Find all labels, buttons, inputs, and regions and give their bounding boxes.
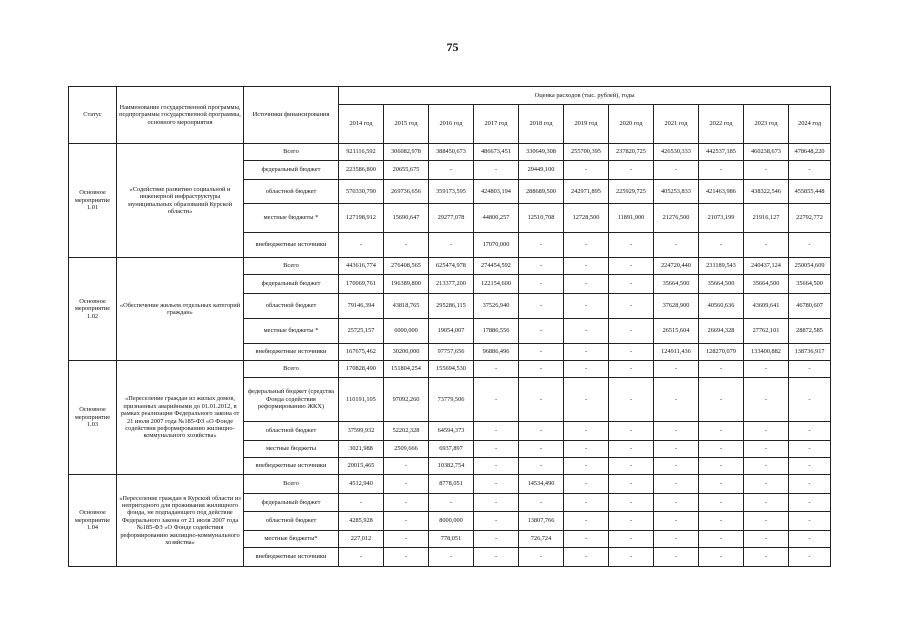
value-cell: 44800,257 (474, 204, 519, 233)
value-cell: - (654, 378, 699, 422)
value-cell: 443616,774 (339, 258, 384, 275)
value-cell: 12728,500 (564, 204, 609, 233)
value-cell: 52202,328 (384, 422, 429, 441)
value-cell: 13807,766 (519, 512, 564, 531)
value-cell: - (564, 422, 609, 441)
table-row (69, 144, 831, 161)
value-cell: 478648,220 (789, 144, 831, 161)
header-estimate: Оценка расходов (тыс. рублей), годы (339, 87, 831, 105)
value-cell: 35664,500 (744, 275, 789, 294)
value-cell: - (384, 494, 429, 512)
status-cell: Основное мероприятие 1.03 (69, 361, 117, 475)
value-cell: 26515,604 (654, 319, 699, 344)
value-cell: 2509,666 (384, 441, 429, 458)
status-cell: Основное мероприятие 1.02 (69, 258, 117, 361)
table-row (69, 361, 831, 378)
value-cell: 110191,105 (339, 378, 384, 422)
value-cell: - (699, 548, 744, 567)
value-cell: 122154,600 (474, 275, 519, 294)
value-cell: - (789, 161, 831, 180)
value-cell: - (744, 548, 789, 567)
value-cell: 124911,436 (654, 344, 699, 361)
funding-source-cell: внебюджетные источники (244, 344, 339, 361)
value-cell: 155694,530 (429, 361, 474, 378)
value-cell: - (699, 494, 744, 512)
value-cell: - (564, 494, 609, 512)
value-cell: - (609, 275, 654, 294)
value-cell: 10382,754 (429, 458, 474, 475)
value-cell: 6000,000 (384, 319, 429, 344)
value-cell: - (609, 422, 654, 441)
value-cell: 3021,988 (339, 441, 384, 458)
value-cell: - (654, 475, 699, 494)
value-cell: - (564, 475, 609, 494)
value-cell: - (789, 361, 831, 378)
funding-source-cell: местные бюджеты * (244, 204, 339, 233)
value-cell: 570330,790 (339, 180, 384, 204)
header-year: 2016 год (429, 105, 474, 144)
value-cell: 288689,500 (519, 180, 564, 204)
header-year: 2023 год (744, 105, 789, 144)
value-cell: 128270,079 (699, 344, 744, 361)
header-status: Статус (69, 87, 117, 144)
value-cell: 17070,000 (474, 233, 519, 258)
value-cell: - (609, 319, 654, 344)
value-cell: - (384, 512, 429, 531)
value-cell: 15690,647 (384, 204, 429, 233)
value-cell: - (474, 512, 519, 531)
value-cell: 21073,199 (699, 204, 744, 233)
value-cell: 8778,051 (429, 475, 474, 494)
value-cell: 20015,465 (339, 458, 384, 475)
value-cell: - (609, 548, 654, 567)
value-cell: 225929,725 (609, 180, 654, 204)
value-cell: 224720,440 (654, 258, 699, 275)
header-year: 2020 год (609, 105, 654, 144)
value-cell: 4512,940 (339, 475, 384, 494)
value-cell: - (789, 531, 831, 548)
value-cell: - (564, 531, 609, 548)
value-cell: 438322,546 (744, 180, 789, 204)
value-cell: - (609, 294, 654, 319)
header-source: Источники финансирования (244, 87, 339, 144)
value-cell: - (519, 361, 564, 378)
value-cell: 73779,506 (429, 378, 474, 422)
value-cell: - (654, 548, 699, 567)
value-cell: 40560,636 (699, 294, 744, 319)
value-cell: - (339, 548, 384, 567)
value-cell: - (519, 233, 564, 258)
header-name: Наименование государственной программы, подпрограммы государственной программы, основного мероприятия (117, 87, 244, 144)
value-cell: - (744, 378, 789, 422)
value-cell: 424803,194 (474, 180, 519, 204)
value-cell: - (474, 494, 519, 512)
value-cell: 20655,675 (384, 161, 429, 180)
funding-source-cell: федеральный бюджет (244, 161, 339, 180)
status-cell: Основное мероприятие 1.04 (69, 475, 117, 567)
value-cell: - (519, 258, 564, 275)
program-name-cell: «Переселение граждан из жилых домов, признанных аварийными до 01.01.2012, в рамках реализации Федерального закона от 21 июля 2007 года №185-ФЗ «О Фонде содействия реформированию жилищно-коммунального хозяйства» (117, 361, 244, 475)
value-cell: 37628,900 (654, 294, 699, 319)
value-cell: - (564, 512, 609, 531)
value-cell: 460238,673 (744, 144, 789, 161)
value-cell: - (474, 422, 519, 441)
header-year: 2021 год (654, 105, 699, 144)
header-year: 2015 год (384, 105, 429, 144)
header-year: 2019 год (564, 105, 609, 144)
value-cell: - (789, 422, 831, 441)
value-cell: 22792,772 (789, 204, 831, 233)
value-cell: - (744, 494, 789, 512)
value-cell: - (699, 361, 744, 378)
value-cell: 726,724 (519, 531, 564, 548)
value-cell: 37526,940 (474, 294, 519, 319)
funding-source-cell: Всего (244, 144, 339, 161)
value-cell: 921116,592 (339, 144, 384, 161)
funding-source-cell: местные бюджеты (244, 441, 339, 458)
value-cell: - (384, 548, 429, 567)
value-cell: 28872,585 (789, 319, 831, 344)
value-cell: 255700,395 (564, 144, 609, 161)
value-cell: - (429, 494, 474, 512)
value-cell: 21276,500 (654, 204, 699, 233)
value-cell: - (609, 441, 654, 458)
value-cell: - (744, 458, 789, 475)
value-cell: - (789, 233, 831, 258)
value-cell: - (339, 233, 384, 258)
value-cell: - (384, 475, 429, 494)
value-cell: 17886,556 (474, 319, 519, 344)
value-cell: - (429, 161, 474, 180)
value-cell: - (519, 319, 564, 344)
value-cell: - (744, 422, 789, 441)
value-cell: - (609, 512, 654, 531)
value-cell: - (789, 475, 831, 494)
value-cell: - (654, 161, 699, 180)
value-cell: 64594,373 (429, 422, 474, 441)
value-cell: - (789, 458, 831, 475)
funding-source-cell: областной бюджет (244, 180, 339, 204)
value-cell: 330649,308 (519, 144, 564, 161)
value-cell: 29277,078 (429, 204, 474, 233)
value-cell: 14534,490 (519, 475, 564, 494)
value-cell: 35664,500 (654, 275, 699, 294)
value-cell: - (474, 548, 519, 567)
value-cell: - (699, 233, 744, 258)
status-cell: Основное мероприятие 1.01 (69, 144, 117, 258)
value-cell: 30200,000 (384, 344, 429, 361)
value-cell: - (519, 548, 564, 567)
value-cell: - (474, 361, 519, 378)
value-cell: - (789, 494, 831, 512)
value-cell: 170069,761 (339, 275, 384, 294)
value-cell: - (699, 422, 744, 441)
funding-source-cell: областной бюджет (244, 294, 339, 319)
value-cell: - (744, 233, 789, 258)
value-cell: - (654, 512, 699, 531)
value-cell: 133400,882 (744, 344, 789, 361)
value-cell: - (564, 233, 609, 258)
value-cell: - (564, 161, 609, 180)
value-cell: 170828,490 (339, 361, 384, 378)
value-cell: - (609, 494, 654, 512)
header-year: 2017 год (474, 105, 519, 144)
value-cell: - (609, 233, 654, 258)
value-cell: - (609, 361, 654, 378)
value-cell: - (564, 378, 609, 422)
value-cell: 25725,157 (339, 319, 384, 344)
value-cell: 196389,800 (384, 275, 429, 294)
value-cell: 242971,895 (564, 180, 609, 204)
value-cell: 35664,500 (789, 275, 831, 294)
value-cell: 11891,000 (609, 204, 654, 233)
value-cell: 625474,978 (429, 258, 474, 275)
value-cell: 4285,928 (339, 512, 384, 531)
value-cell: - (429, 233, 474, 258)
value-cell: - (474, 441, 519, 458)
value-cell: - (609, 531, 654, 548)
value-cell: 6937,897 (429, 441, 474, 458)
value-cell: - (654, 361, 699, 378)
value-cell: - (609, 258, 654, 275)
value-cell: - (699, 161, 744, 180)
funding-source-cell: Всего (244, 475, 339, 494)
value-cell: - (519, 441, 564, 458)
value-cell: 237820,725 (609, 144, 654, 161)
funding-source-cell: местные бюджеты* (244, 531, 339, 548)
value-cell: 227,012 (339, 531, 384, 548)
value-cell: - (654, 233, 699, 258)
value-cell: - (384, 531, 429, 548)
program-name-cell: «Переселение граждан в Курской области из непригодного для проживания жилищного фонда, не подпадающего под действие Федерального закона от 21 июля 2007 года №185-ФЗ «О Фонде содействия реформированию жилищно-коммунального хозяйства» (117, 475, 244, 567)
value-cell: 167675,462 (339, 344, 384, 361)
value-cell: - (609, 344, 654, 361)
value-cell: - (564, 319, 609, 344)
program-name-cell: «Обеспечение жильем отдельных категорий граждан» (117, 258, 244, 361)
value-cell: - (744, 361, 789, 378)
value-cell: 26694,328 (699, 319, 744, 344)
value-cell: 127198,912 (339, 204, 384, 233)
value-cell: - (654, 458, 699, 475)
value-cell: - (654, 531, 699, 548)
value-cell: 151804,254 (384, 361, 429, 378)
value-cell: 35664,500 (699, 275, 744, 294)
value-cell: 37599,932 (339, 422, 384, 441)
funding-source-cell: внебюджетные источники (244, 458, 339, 475)
value-cell: - (789, 548, 831, 567)
value-cell: 12510,708 (519, 204, 564, 233)
program-name-cell: «Содействие развитию социальной и инженерной инфраструктуры муниципальных образований Курской области» (117, 144, 244, 258)
header-year: 2018 год (519, 105, 564, 144)
value-cell: - (699, 458, 744, 475)
value-cell: 213377,200 (429, 275, 474, 294)
value-cell: 426530,333 (654, 144, 699, 161)
value-cell: 442537,185 (699, 144, 744, 161)
funding-source-cell: внебюджетные источники (244, 233, 339, 258)
funding-source-cell: областной бюджет (244, 422, 339, 441)
value-cell: - (789, 512, 831, 531)
funding-source-cell: Всего (244, 258, 339, 275)
value-cell: 269736,656 (384, 180, 429, 204)
value-cell: 79146,394 (339, 294, 384, 319)
value-cell: - (339, 494, 384, 512)
value-cell: - (789, 441, 831, 458)
value-cell: 486673,451 (474, 144, 519, 161)
value-cell: - (789, 378, 831, 422)
value-cell: 46780,607 (789, 294, 831, 319)
value-cell: 405253,833 (654, 180, 699, 204)
value-cell: - (609, 475, 654, 494)
header-year: 2014 год (339, 105, 384, 144)
value-cell: - (564, 275, 609, 294)
value-cell: 388450,673 (429, 144, 474, 161)
value-cell: - (519, 458, 564, 475)
value-cell: - (609, 458, 654, 475)
value-cell: 250054,609 (789, 258, 831, 275)
value-cell: - (564, 361, 609, 378)
header-year: 2022 год (699, 105, 744, 144)
value-cell: - (384, 233, 429, 258)
value-cell: - (699, 531, 744, 548)
value-cell: 276408,565 (384, 258, 429, 275)
value-cell: - (564, 458, 609, 475)
value-cell: 359173,595 (429, 180, 474, 204)
value-cell: - (519, 494, 564, 512)
budget-table (68, 86, 831, 567)
value-cell: - (564, 548, 609, 567)
value-cell: - (744, 161, 789, 180)
value-cell: - (609, 378, 654, 422)
value-cell: 8000,000 (429, 512, 474, 531)
value-cell: - (609, 161, 654, 180)
value-cell: 240437,124 (744, 258, 789, 275)
funding-source-cell: Всего (244, 361, 339, 378)
value-cell: - (384, 458, 429, 475)
value-cell: - (519, 422, 564, 441)
value-cell: - (474, 378, 519, 422)
value-cell: - (564, 441, 609, 458)
value-cell: 19054,007 (429, 319, 474, 344)
funding-source-cell: внебюджетные источники (244, 548, 339, 567)
value-cell: - (744, 531, 789, 548)
value-cell: 97092,260 (384, 378, 429, 422)
value-cell: 421463,986 (699, 180, 744, 204)
funding-source-cell: федеральный бюджет (244, 494, 339, 512)
value-cell: 778,051 (429, 531, 474, 548)
value-cell: - (699, 378, 744, 422)
value-cell: 455855,448 (789, 180, 831, 204)
value-cell: - (519, 275, 564, 294)
value-cell: 231189,543 (699, 258, 744, 275)
value-cell: 274454,592 (474, 258, 519, 275)
value-cell: 96886,496 (474, 344, 519, 361)
value-cell: - (744, 441, 789, 458)
funding-source-cell: местные бюджеты * (244, 319, 339, 344)
page-number: 75 (446, 40, 459, 54)
value-cell: - (519, 344, 564, 361)
value-cell: 138736,917 (789, 344, 831, 361)
value-cell: - (699, 441, 744, 458)
value-cell: - (429, 548, 474, 567)
value-cell: 306082,978 (384, 144, 429, 161)
value-cell: - (654, 494, 699, 512)
value-cell: - (474, 458, 519, 475)
funding-source-cell: федеральный бюджет (средства Фонда содействия реформированию ЖКХ) (244, 378, 339, 422)
value-cell: - (564, 258, 609, 275)
value-cell: - (654, 422, 699, 441)
value-cell: - (519, 378, 564, 422)
value-cell: 295286,115 (429, 294, 474, 319)
table-row (69, 258, 831, 275)
value-cell: - (519, 294, 564, 319)
table-row (69, 475, 831, 494)
value-cell: - (564, 294, 609, 319)
value-cell: 97757,656 (429, 344, 474, 361)
value-cell: - (744, 475, 789, 494)
value-cell: 43818,765 (384, 294, 429, 319)
funding-source-cell: федеральный бюджет (244, 275, 339, 294)
value-cell: - (564, 344, 609, 361)
value-cell: 43609,641 (744, 294, 789, 319)
value-cell: - (474, 161, 519, 180)
value-cell: - (699, 475, 744, 494)
funding-source-cell: областной бюджет (244, 512, 339, 531)
value-cell: - (744, 512, 789, 531)
value-cell: - (474, 531, 519, 548)
value-cell: - (699, 512, 744, 531)
value-cell: 27762,101 (744, 319, 789, 344)
value-cell: - (654, 441, 699, 458)
value-cell: 223586,800 (339, 161, 384, 180)
value-cell: - (474, 475, 519, 494)
header-year: 2024 год (789, 105, 831, 144)
value-cell: 21916,127 (744, 204, 789, 233)
value-cell: 29449,100 (519, 161, 564, 180)
